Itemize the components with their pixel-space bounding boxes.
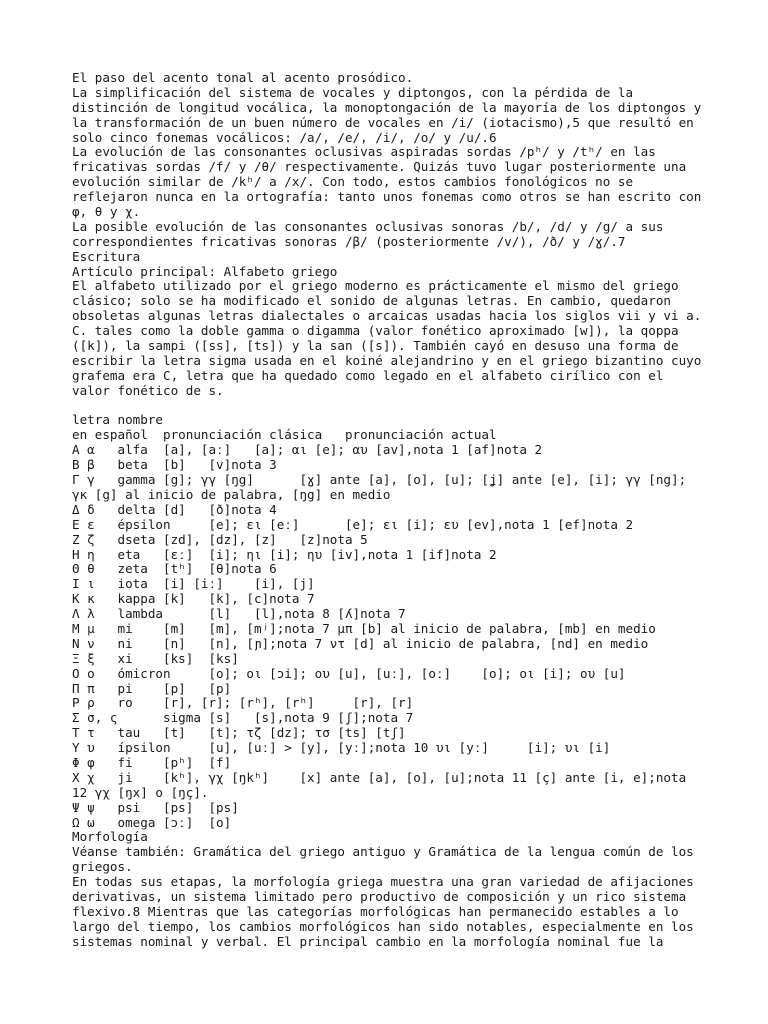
text-line: distinción de longitud vocálica, la monoptongación de la mayoría de los diptongos y: [72, 99, 702, 115]
text-line: γκ [g] al inicio de palabra, [ŋg] en medio: [72, 486, 391, 502]
text-line: Ζ ζ dseta [zd], [dz], [z] [z]nota 5: [72, 531, 368, 547]
text-line: letra nombre: [72, 412, 163, 428]
text-line: derivativas, un sistema limitado pero productivo de composición y un rico sistema: [72, 888, 687, 904]
text-line: Δ δ delta [d] [ð]nota 4: [72, 501, 277, 517]
text-line: correspondientes fricativas sonoras /β/ (posteriormente /v/), /ð/ y /ɣ/.7: [72, 233, 626, 249]
text-line: en español pronunciación clásica pronunciación actual: [72, 427, 497, 443]
text-line: La evolución de las consonantes oclusivas aspiradas sordas /pʰ/ y /tʰ/ en las: [72, 144, 656, 160]
text-line: ([k]), la sampi ([ss], [ts]) y la san ([s]). También cayó en desuso una forma de: [72, 338, 679, 354]
text-line: sistemas nominal y verbal. El principal cambio en la morfología nominal fue la: [72, 933, 664, 949]
text-line: La simplificación del sistema de vocales y diptongos, con la pérdida de la: [72, 84, 634, 100]
text-line: φ, θ y χ.: [72, 204, 141, 220]
text-line: Τ τ tau [t] [t]; τζ [dz]; τσ [ts] [tʃ]: [72, 725, 406, 741]
text-line: Ω ω omega [ɔː] [o]: [72, 814, 232, 830]
text-line: flexivo.8 Mientras que las categorías morfológicas han permanecido estables a lo: [72, 903, 679, 919]
text-line: obsoletas algunas letras dialectales o arcaicas usadas hacia los siglos vii y vi a.: [72, 308, 702, 324]
text-line: Véanse también: Gramática del griego antiguo y Gramática de la lengua común de los: [72, 844, 694, 860]
text-line: clásico; solo se ha modificado el sonido de algunas letras. En cambio, quedaron: [72, 293, 671, 309]
text-line: valor fonético de s.: [72, 382, 224, 398]
text-line: Φ φ fi [pʰ] [f]: [72, 754, 232, 770]
text-line: evolución similar de /kʰ/ a /x/. Con todo, estos cambios fonológicos no se: [72, 174, 634, 190]
text-line: Escritura: [72, 248, 141, 264]
text-line: En todas sus etapas, la morfología griega muestra una gran variedad de afijaciones: [72, 874, 694, 890]
text-line: Η η eta [ɛː] [i]; ηι [i]; ηυ [iv],nota 1 [if]nota 2: [72, 546, 497, 562]
text-line: largo del tiempo, los cambios morfológicos han sido notables, especialmente en los: [72, 918, 694, 934]
text-line: la transformación de un buen número de vocales en /i/ (iotacismo),5 que resultó en: [72, 114, 694, 130]
text-line: Ε ε épsilon [e]; ει [eː] [e]; ει [i]; ευ [ev],nota 1 [ef]nota 2: [72, 516, 634, 532]
text-line: Ρ ρ ro [r], [r]; [rʰ], [rʰ] [r], [r]: [72, 695, 414, 711]
text-line: Χ χ ji [kʰ], γχ [ŋkʰ] [x] ante [a], [o], [u];nota 11 [ç] ante [i, e];nota: [72, 769, 687, 785]
text-line: Ι ι iota [i] [iː] [i], [j]: [72, 576, 315, 592]
text-line: fricativas sordas /f/ y /θ/ respectivamente. Quizás tuvo lugar posteriormente una: [72, 159, 687, 175]
text-line: Λ λ lambda [l] [l],nota 8 [ʎ]nota 7: [72, 606, 406, 622]
text-line: Π π pi [p] [p]: [72, 680, 232, 696]
text-line: Υ υ ípsilon [u], [uː] > [y], [yː];nota 10 υι [yː] [i]; υι [i]: [72, 740, 611, 756]
text-line: Θ θ zeta [tʰ] [θ]nota 6: [72, 561, 277, 577]
text-line: Morfología: [72, 829, 148, 845]
text-line: Κ κ kappa [k] [k], [c]nota 7: [72, 591, 315, 607]
text-line: Ξ ξ xi [ks] [ks]: [72, 650, 239, 666]
text-line: La posible evolución de las consonantes oclusivas sonoras /b/, /d/ y /g/ a sus: [72, 218, 664, 234]
text-line: Ν ν ni [n] [n], [ɲ];nota 7 ντ [d] al inicio de palabra, [nd] en medio: [72, 635, 649, 651]
text-line: El paso del acento tonal al acento prosódico.: [72, 70, 414, 85]
text-line: Ψ ψ psi [ps] [ps]: [72, 799, 239, 815]
text-line: 12 γχ [ŋx] o [ŋç].: [72, 784, 209, 800]
text-line: Artículo principal: Alfabeto griego: [72, 263, 338, 279]
text-line: Γ γ gamma [g]; γγ [ŋg] [ɣ] ante [a], [o], [u]; [ʝ] ante [e], [i]; γγ [ng];: [72, 472, 687, 488]
text-line: El alfabeto utilizado por el griego moderno es prácticamente el mismo del griego: [72, 278, 679, 294]
text-line: grafema era C, letra que ha quedado como legado en el alfabeto cirílico con el: [72, 367, 664, 383]
text-line: Β β beta [b] [v]nota 3: [72, 457, 277, 473]
text-line: griegos.: [72, 859, 133, 875]
text-line: Α α alfa [a], [aː] [a]; αι [e]; αυ [av],nota 1 [af]nota 2: [72, 442, 543, 458]
text-line: [72, 399, 762, 414]
text-line: Μ μ mi [m] [m], [mʲ];nota 7 μπ [b] al inicio de palabra, [mb] en medio: [72, 620, 656, 636]
document-body: [72, 71, 762, 950]
text-line: reflejaron nunca en la ortografía: tanto unos fonemas como otros se han escrito con: [72, 189, 702, 205]
text-line: Ο ο ómicron [o]; οι [ɔi]; ου [u], [uː], [oː] [o]; οι [i]; ου [u]: [72, 665, 626, 681]
text-line: solo cinco fonemas vocálicos: /a/, /e/, /i/, /o/ y /u/.6: [72, 129, 497, 145]
text-line: escribir la letra sigma usada en el koiné alejandrino y en el griego bizantino cuyo: [72, 352, 702, 368]
text-line: Σ σ, ς sigma [s] [s],nota 9 [ʃ];nota 7: [72, 710, 414, 726]
text-line: C. tales como la doble gamma o digamma (valor fonético aproximado [w]), la qoppa: [72, 323, 679, 339]
